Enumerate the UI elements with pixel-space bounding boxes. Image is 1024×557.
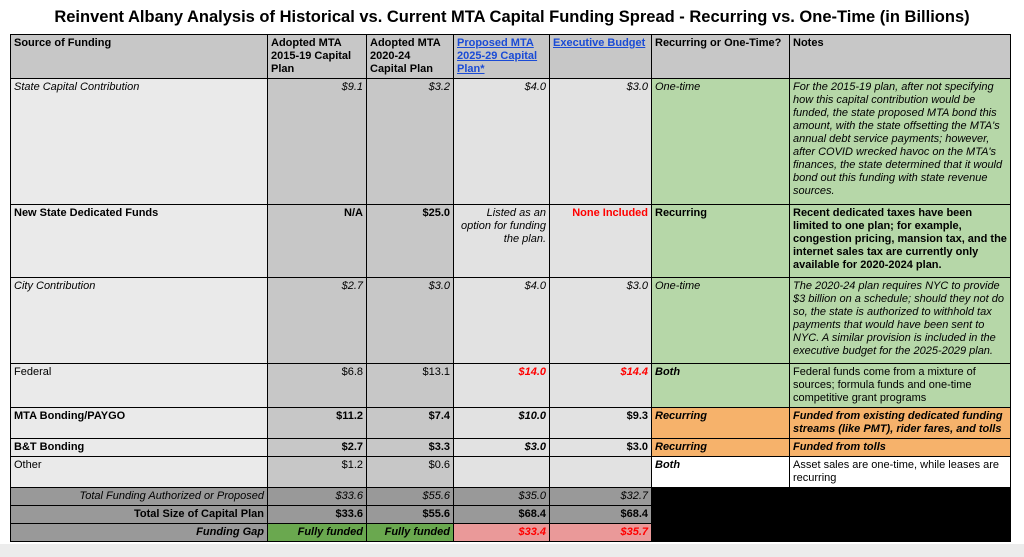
notes-cell: Funded from tolls (790, 439, 1011, 457)
type-cell: Recurring (652, 205, 790, 278)
total-value: $68.4 (550, 506, 652, 524)
header-executive-budget-link[interactable]: Executive Budget (550, 35, 652, 79)
value-cell: $2.7 (268, 439, 367, 457)
value-cell: $10.0 (454, 408, 550, 439)
value-cell: $6.8 (268, 364, 367, 408)
source-cell: Other (11, 457, 268, 488)
header-2015-19: Adopted MTA 2015-19 Capital Plan (268, 35, 367, 79)
value-cell (454, 457, 550, 488)
value-cell: Listed as an option for funding the plan. (454, 205, 550, 278)
total-value: $33.6 (268, 488, 367, 506)
header-recurring: Recurring or One-Time? (652, 35, 790, 79)
value-cell: $4.0 (454, 278, 550, 364)
total-value: $55.6 (367, 506, 454, 524)
value-cell: $13.1 (367, 364, 454, 408)
funding-gap-value: Fully funded (268, 524, 367, 542)
value-cell: $3.0 (550, 439, 652, 457)
table-row (11, 439, 1011, 457)
value-cell: $14.4 (550, 364, 652, 408)
funding-gap-value: $33.4 (454, 524, 550, 542)
source-cell: City Contribution (11, 278, 268, 364)
value-cell (550, 457, 652, 488)
value-cell: $0.6 (367, 457, 454, 488)
value-cell: $14.0 (454, 364, 550, 408)
funding-gap-value: $35.7 (550, 524, 652, 542)
value-cell: $3.2 (367, 79, 454, 205)
header-row (11, 35, 1011, 79)
header-2020-24: Adopted MTA 2020-24 Capital Plan (367, 35, 454, 79)
value-cell: N/A (268, 205, 367, 278)
table-row (11, 79, 1011, 205)
notes-cell: Asset sales are one-time, while leases are recurring (790, 457, 1011, 488)
total-value: $35.0 (454, 488, 550, 506)
total-label: Total Size of Capital Plan (11, 506, 268, 524)
source-cell: New State Dedicated Funds (11, 205, 268, 278)
value-cell: $11.2 (268, 408, 367, 439)
source-cell: MTA Bonding/PAYGO (11, 408, 268, 439)
notes-cell: Funded from existing dedicated funding streams (like PMT), rider fares, and tolls (790, 408, 1011, 439)
table-row (11, 457, 1011, 488)
value-cell: $2.7 (268, 278, 367, 364)
header-notes: Notes (790, 35, 1011, 79)
notes-cell: The 2020-24 plan requires NYC to provide $3 billion on a schedule; should they not do so, the state is authorized to withhold tax payments that would have been sent to NYC. A similar provision is included in the executive budget for the 2025-2029 plan. (790, 278, 1011, 364)
type-cell: One-time (652, 278, 790, 364)
value-cell: $9.3 (550, 408, 652, 439)
funding-table (10, 34, 1011, 542)
total-value: $55.6 (367, 488, 454, 506)
table-row (11, 278, 1011, 364)
blank-black-block (652, 488, 1011, 542)
page-title: Reinvent Albany Analysis of Historical vs. Current MTA Capital Funding Spread - Recurring vs. One-Time (in Billions) (54, 8, 970, 26)
value-cell: $1.2 (268, 457, 367, 488)
source-cell: B&T Bonding (11, 439, 268, 457)
source-cell: State Capital Contribution (11, 79, 268, 205)
type-cell: Both (652, 457, 790, 488)
value-cell: $25.0 (367, 205, 454, 278)
type-cell: One-time (652, 79, 790, 205)
funding-gap-label: Funding Gap (11, 524, 268, 542)
funding-gap-value: Fully funded (367, 524, 454, 542)
table-row (11, 408, 1011, 439)
value-cell: $9.1 (268, 79, 367, 205)
table-row (11, 205, 1011, 278)
total-value: $68.4 (454, 506, 550, 524)
value-cell: $3.0 (550, 278, 652, 364)
value-cell: $4.0 (454, 79, 550, 205)
value-cell: $7.4 (367, 408, 454, 439)
value-cell: None Included (550, 205, 652, 278)
value-cell: $3.0 (550, 79, 652, 205)
type-cell: Recurring (652, 439, 790, 457)
value-cell: $3.0 (367, 278, 454, 364)
type-cell: Recurring (652, 408, 790, 439)
bottom-strip (0, 544, 1024, 557)
type-cell: Both (652, 364, 790, 408)
total-label: Total Funding Authorized or Proposed (11, 488, 268, 506)
notes-cell: For the 2015-19 plan, after not specifying how this capital contribution would be funded, the state proposed MTA bond this amount, with the state offsetting the MTA's annual debt service payments; however, after COVID wrecked havoc on the MTA's finances, the state determined that it would bond out this funding with state revenue sources. (790, 79, 1011, 205)
value-cell: $3.0 (454, 439, 550, 457)
header-proposed-link[interactable]: Proposed MTA 2025-29 Capital Plan* (454, 35, 550, 79)
value-cell: $3.3 (367, 439, 454, 457)
header-source: Source of Funding (11, 35, 268, 79)
notes-cell: Federal funds come from a mixture of sources; formula funds and one-time competitive grant programs (790, 364, 1011, 408)
source-cell: Federal (11, 364, 268, 408)
total-row (11, 488, 1011, 506)
notes-cell: Recent dedicated taxes have been limited to one plan; for example, congestion pricing, mansion tax, and the internet sales tax are currently only available for 2020-2024 plan. (790, 205, 1011, 278)
table-row (11, 364, 1011, 408)
total-value: $33.6 (268, 506, 367, 524)
total-value: $32.7 (550, 488, 652, 506)
